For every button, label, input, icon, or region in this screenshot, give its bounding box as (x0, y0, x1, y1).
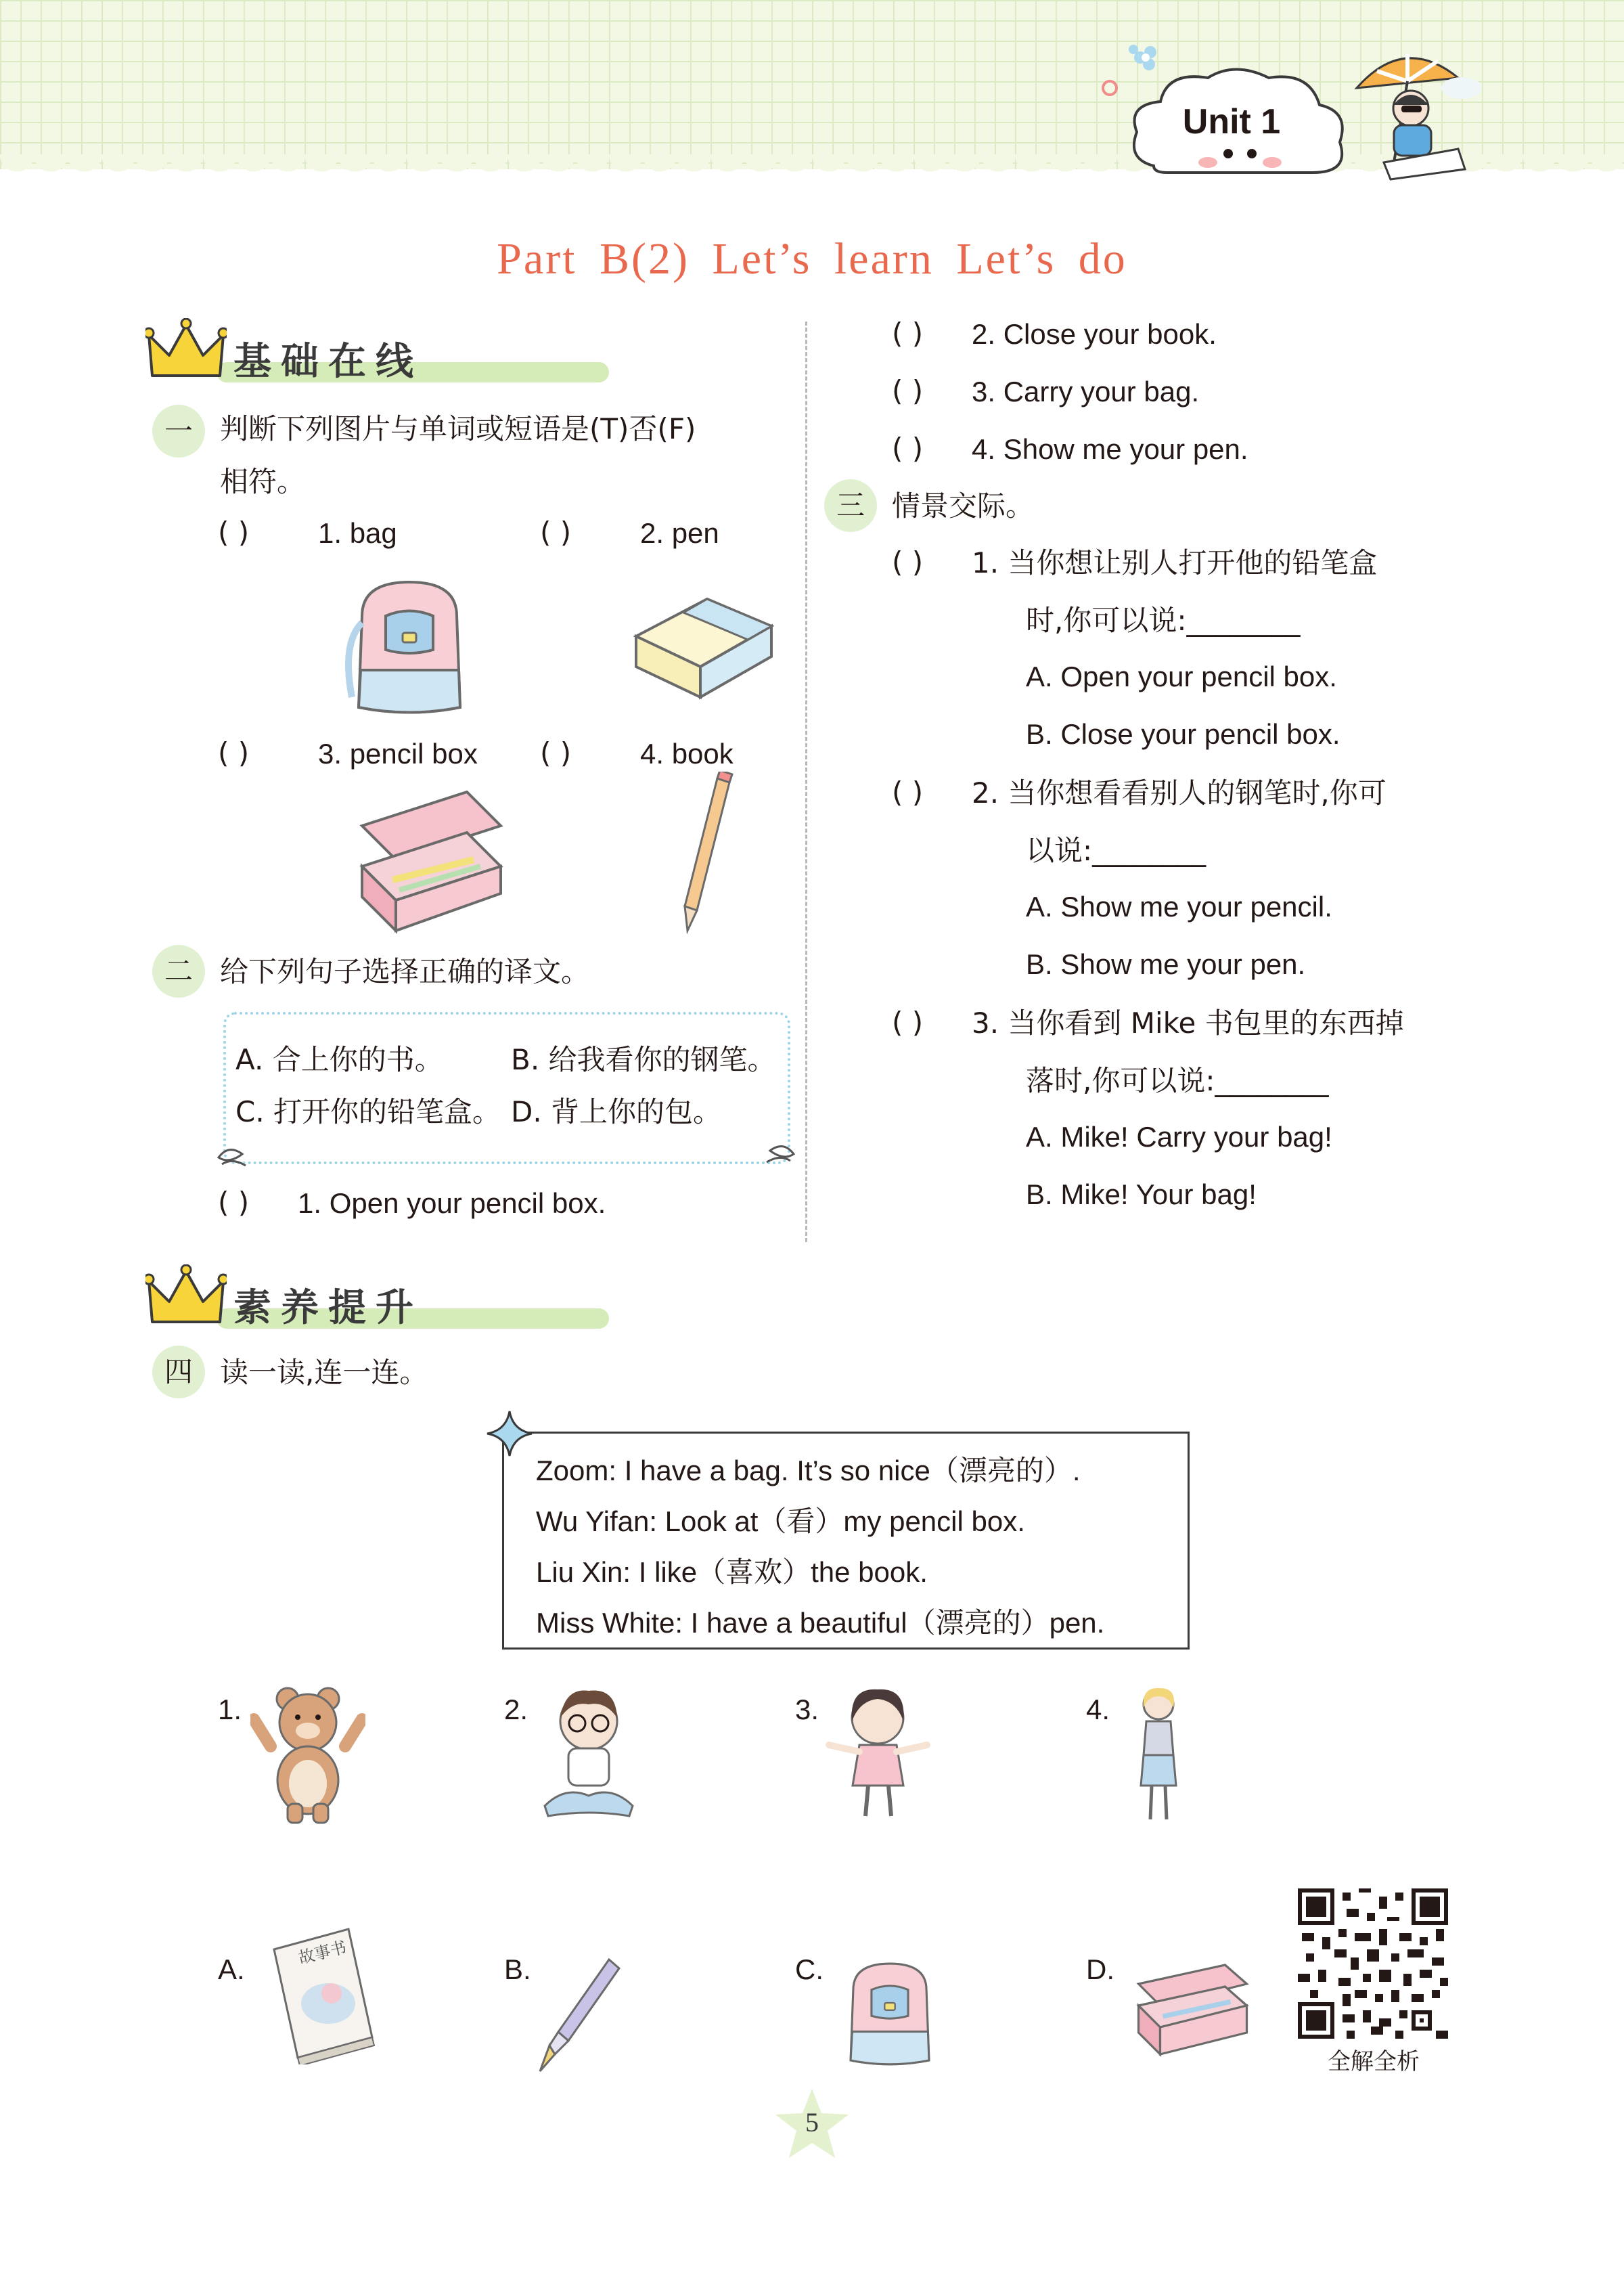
section-header-improve (145, 1264, 633, 1339)
q3-item-line2: 以说:________ (1026, 834, 1206, 867)
section-header-basic (145, 318, 633, 393)
answer-blank[interactable]: ( ) (218, 516, 250, 549)
pencil-box-icon (1130, 1960, 1255, 2068)
sparkle-icon (486, 1410, 533, 1457)
answer-blank[interactable]: ( ) (892, 317, 924, 350)
answer-blank[interactable]: ( ) (218, 1186, 250, 1219)
q3-option-b: B. Show me your pen. (1026, 948, 1306, 980)
dialog-line: Wu Yifan: Look at（看）my pencil box. (536, 1505, 1025, 1537)
q4-instruction: 读一读,连一连。 (220, 1356, 428, 1389)
q1-instruction-line2: 相符。 (220, 465, 306, 498)
q2-item: 4. Show me your pen. (972, 433, 1248, 465)
leaf-decoration-icon (215, 1144, 249, 1171)
answer-blank[interactable]: ( ) (892, 1006, 924, 1039)
q2-item: 1. Open your pencil box. (298, 1187, 606, 1219)
part-title: Part B(2) Let’s learn Let’s do (497, 234, 1127, 284)
qr-caption: 全解全析 (1328, 2048, 1420, 2075)
translation-option-c: C. 打开你的铅笔盒。 (235, 1095, 501, 1128)
storybook-cover-text: 故事书 (296, 1937, 348, 1968)
q3-option-a: A. Mike! Carry your bag! (1026, 1121, 1332, 1153)
q3-option-b: B. Close your pencil box. (1026, 718, 1340, 750)
question-badge-4: 四 (152, 1346, 205, 1398)
q3-item-line2: 落时,你可以说:________ (1026, 1064, 1329, 1097)
girl-with-umbrella-icon (1343, 41, 1489, 190)
section-title-improve: 素养提升 (233, 1286, 423, 1330)
q2-item: 2. Close your book. (972, 318, 1217, 350)
q1-instruction-line1: 判断下列图片与单词或短语是(T)否(F) (220, 412, 696, 445)
q1-item-label: 3. pencil box (318, 738, 478, 770)
dialog-line: Liu Xin: I like（喜欢）the book. (536, 1556, 928, 1588)
q3-instruction: 情景交际。 (892, 489, 1035, 523)
answer-blank[interactable]: ( ) (540, 736, 572, 770)
fountain-pen-icon (535, 1956, 623, 2075)
answer-blank[interactable]: ( ) (218, 736, 250, 770)
question-badge-2: 二 (152, 945, 205, 998)
translation-options-box (223, 1012, 790, 1164)
q3-item-line1: 2. 当你想看看别人的钢笔时,你可 (972, 776, 1386, 810)
q3-item-line1: 3. 当你看到 Mike 书包里的东西掉 (972, 1006, 1404, 1040)
match-number: 3. (795, 1694, 819, 1725)
question-badge-3: 三 (824, 479, 877, 532)
boy-wu-yifan-icon (531, 1684, 646, 1823)
match-number: 1. (218, 1694, 242, 1725)
q1-item-label: 1. bag (318, 517, 397, 549)
backpack-icon (335, 569, 484, 721)
match-number: 4. (1086, 1694, 1110, 1725)
answer-blank[interactable]: ( ) (892, 374, 924, 407)
match-letter: D. (1086, 1953, 1114, 1985)
translation-option-b: B. 给我看你的钢笔。 (511, 1043, 776, 1076)
answer-blank[interactable]: ( ) (892, 432, 924, 465)
eraser-icon (626, 572, 782, 704)
crown-icon (145, 1264, 227, 1332)
teacher-miss-white-icon (1125, 1684, 1192, 1826)
page-number: 5 (805, 2107, 819, 2138)
answer-blank[interactable]: ( ) (540, 516, 572, 549)
pencil-box-icon (352, 785, 508, 941)
translation-option-d: D. 背上你的包。 (511, 1095, 722, 1128)
translation-option-a: A. 合上你的书。 (235, 1043, 443, 1076)
q2-instruction: 给下列句子选择正确的译文。 (220, 955, 590, 988)
match-letter: C. (795, 1953, 824, 1985)
answer-blank[interactable]: ( ) (892, 776, 924, 809)
q3-option-a: A. Show me your pencil. (1026, 891, 1332, 923)
dialog-line: Zoom: I have a bag. It’s so nice（漂亮的）. (536, 1455, 1081, 1486)
backpack-icon (832, 1953, 947, 2071)
match-letter: A. (218, 1953, 245, 1985)
q3-option-b: B. Mike! Your bag! (1026, 1178, 1257, 1210)
q3-item-line2: 时,你可以说:________ (1026, 604, 1301, 637)
column-divider (805, 322, 807, 1242)
q3-item-line1: 1. 当你想让别人打开他的铅笔盒 (972, 546, 1378, 579)
dialog-line: Miss White: I have a beautiful（漂亮的）pen. (536, 1607, 1105, 1639)
section-title-basic: 基础在线 (233, 340, 423, 384)
question-badge-1: 一 (152, 405, 205, 458)
qr-code-icon[interactable] (1298, 1888, 1448, 2039)
leaf-decoration-icon (763, 1141, 797, 1168)
match-number: 2. (504, 1694, 528, 1725)
unit-label: Unit 1 (1182, 102, 1281, 141)
q1-item-label: 4. book (640, 738, 734, 770)
q3-option-a: A. Open your pencil box. (1026, 661, 1337, 692)
match-letter: B. (504, 1953, 531, 1985)
crown-icon (145, 318, 227, 386)
bear-zoom-icon (250, 1682, 365, 1824)
q1-item-label: 2. pen (640, 517, 719, 549)
pencil-icon (677, 772, 738, 934)
answer-blank[interactable]: ( ) (892, 546, 924, 579)
girl-liu-xin-icon (822, 1684, 934, 1823)
q2-item: 3. Carry your bag. (972, 376, 1200, 407)
